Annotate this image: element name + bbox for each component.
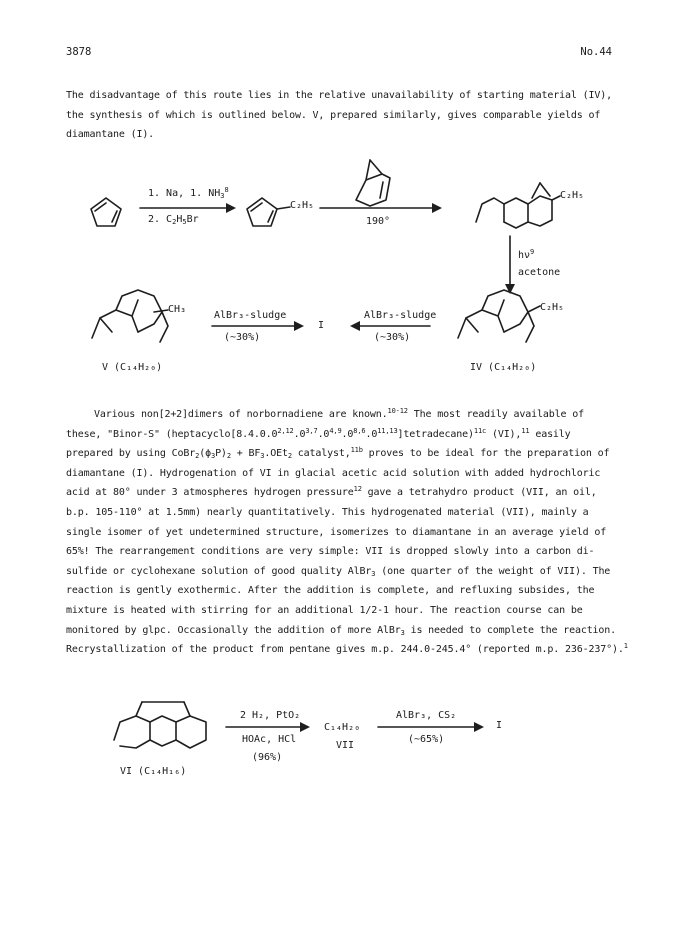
main-paragraph (66, 405, 628, 660)
ethylcyclopentadiene-structure (247, 198, 290, 226)
text-line: Recrystallization of the product from pentane gives m.p. 244.0-245.4° (reported m.p. 236-237°).$^1$ (66, 642, 628, 656)
text-line: b.p. 105-110° at 1.5mm) nearly quantitatively. This hydrogenated material (VII), mainly a (66, 506, 589, 518)
norbornadiene-structure (356, 160, 390, 206)
v-structure (92, 290, 168, 342)
text-line: single isomer of yet undetermined structure, isomerizes to diamantane in an average yield of (66, 526, 607, 538)
text-line: mixture is heated with stirring for an additional 1/2-1 hour. The reaction course can be (66, 604, 583, 616)
vii-label: VII (336, 740, 355, 751)
step1-reagents-line1: 1. Na, 1. $NH_3^8$ (148, 186, 229, 200)
text-line: diamantane (I). (66, 129, 155, 141)
step2-condition: 190° (366, 216, 391, 227)
adduct-substituent: C₂H₅ (560, 190, 585, 201)
alb-reagent-left: AlBr₃-sludge (214, 310, 287, 321)
hydrogenation-yield: (96%) (252, 752, 283, 763)
issue-number: No.44 (580, 46, 612, 58)
label-v: V (C₁₄H₂₀) (102, 362, 163, 373)
alb-yield-right: (~30%) (374, 332, 411, 343)
alb-yield-left: (~30%) (224, 332, 261, 343)
text-line: these, "Binor-S" (heptacyclo[8.4.0.0$^{2,12}$.0$^{3,7}$.0$^{4,9}$.0$^{8,6}$.0$^{11,13}$]tetradecane)$^{11c}$ (VI),$^{11}$ easily (66, 426, 571, 440)
text-line: reaction is gently exothermic. After the addition is complete, and refluxing subsides, the (66, 585, 595, 597)
vii-formula: C₁₄H₂₀ (324, 722, 361, 733)
adduct-structure (476, 183, 560, 228)
product-i: I (318, 320, 325, 331)
alb-reagent-right: AlBr₃-sludge (364, 310, 437, 321)
vi-structure (114, 702, 206, 748)
rearrangement-yield: (~65%) (408, 734, 445, 745)
text-line: sulfide or cyclohexane solution of good quality AlBr$_3$ (one quarter of the weight of VII). The (66, 565, 611, 578)
ethyl-substituent: C₂H₅ (290, 200, 315, 211)
label-vi: VI (C₁₄H₁₆) (120, 766, 187, 777)
text-line: acid at 80° under 3 atmospheres hydrogen pressure$^{12}$ gave a tetrahydro product (VII, an oil, (66, 485, 597, 499)
diamantane-product: I (496, 720, 503, 731)
text-line: the synthesis of which is outlined below. V, prepared similarly, gives comparable yields of (66, 109, 601, 121)
iv-structure (458, 290, 540, 342)
v-substituent: CH₃ (168, 304, 187, 315)
text-line: diamantane (I). Hydrogenation of VI in glacial acetic acid solution with added hydrochloric (66, 467, 601, 479)
rearrangement-reagents: AlBr₃, CS₂ (396, 710, 457, 721)
label-iv: IV (C₁₄H₂₀) (470, 362, 537, 373)
text-line: The disadvantage of this route lies in the relative unavailability of starting material (IV), (66, 90, 612, 101)
step1-reagents-line2: 2. $C_2H_5Br$ (148, 214, 199, 226)
iv-substituent: C₂H₅ (540, 302, 565, 313)
text-line: monitored by glpc. Occasionally the addition of more AlBr$_3$ is needed to complete the reaction. (66, 624, 617, 637)
page-number: 3878 (66, 46, 92, 58)
photolysis-label: $h\nu^9$ (518, 248, 535, 261)
hydrogenation-reagents: 2 H₂, PtO₂ (240, 710, 301, 721)
hydrogenation-solvent: HOAc, HCl (242, 734, 297, 745)
acetone-label: acetone (518, 267, 561, 278)
cyclopentadiene-structure (91, 198, 121, 226)
text-line: Various non[2+2]dimers of norbornadiene are known.$^{10-12}$ The most readily available of (94, 407, 584, 420)
text-line: prepared by using $CoBr_2(\phi_3P)_2 + BF_3.OEt_2$ catalyst,$^{11b}$ proves to be ideal for the preparation of (66, 446, 610, 461)
text-line: 65%! The rearrangement conditions are very simple: VII is dropped slowly into a carbon di- (66, 546, 595, 558)
